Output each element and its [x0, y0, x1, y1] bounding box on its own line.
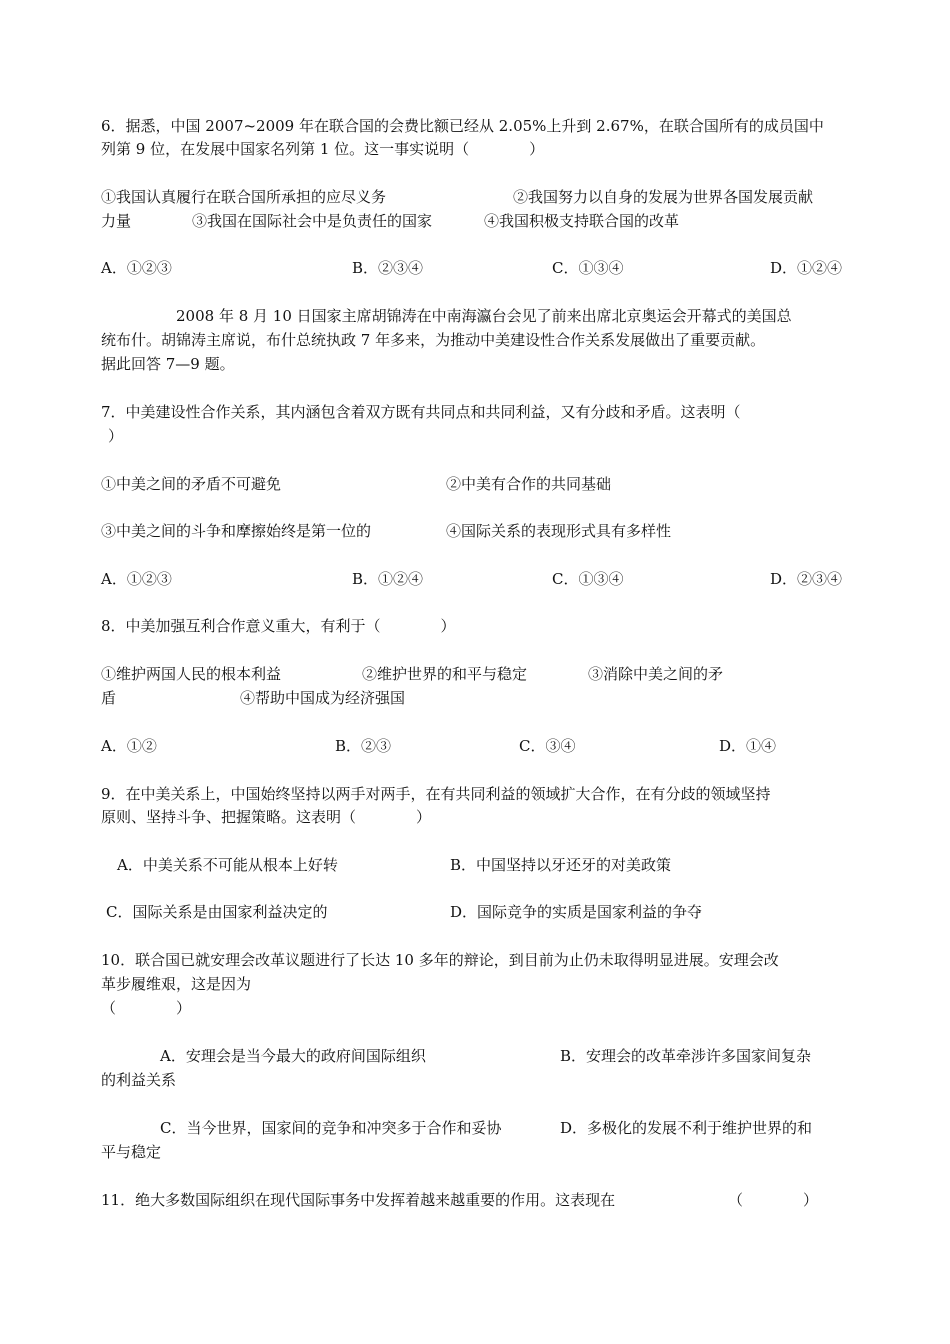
- q8-option-a: A．①②: [101, 737, 157, 755]
- q10-option-b: B．安理会的改革牵涉许多国家间复杂: [560, 1047, 812, 1065]
- q7-statement-1: ①中美之间的矛盾不可避免: [101, 475, 282, 493]
- q7-option-b: B．①②④: [352, 570, 424, 588]
- q6-option-a: A．①②③: [101, 259, 172, 277]
- q8-statement-1: ①维护两国人民的根本利益: [101, 665, 282, 683]
- q6-stem-line-1: 6．据悉，中国 2007~2009 年在联合国的会费比额已经从 2.05%上升到 2.67%，在联合国所有的成员国中: [101, 117, 824, 135]
- material-line-3: 据此回答 7—9 题。: [101, 355, 235, 373]
- q6-statement-2-cont: 力量: [101, 212, 132, 230]
- q7-option-a: A．①②③: [101, 570, 172, 588]
- q6-statement-4: ④我国积极支持联合国的改革: [484, 212, 680, 230]
- q9-stem-line-2: 原则、坚持斗争、把握策略。这表明（ ）: [101, 808, 432, 826]
- q8-statement-3: ③消除中美之间的矛: [588, 665, 724, 683]
- q7-statement-2: ②中美有合作的共同基础: [446, 475, 612, 493]
- q7-option-c: C．①③④: [552, 570, 624, 588]
- q7-option-d: D．②③④: [770, 570, 843, 588]
- q9-option-b: B．中国坚持以牙还牙的对美政策: [450, 856, 672, 874]
- q6-statement-2: ②我国努力以自身的发展为世界各国发展贡献: [513, 188, 814, 206]
- q10-stem-line-1: 10．联合国已就安理会改革议题进行了长达 10 多年的辩论，到目前为止仍未取得明显进展。安理会改: [101, 951, 779, 969]
- q10-option-d-cont: 平与稳定: [101, 1143, 162, 1161]
- q7-statement-4: ④国际关系的表现形式具有多样性: [446, 522, 672, 540]
- q10-option-c: C．当今世界，国家间的竞争和冲突多于合作和妥协: [160, 1119, 502, 1137]
- q10-stem-line-3: （ ）: [101, 999, 192, 1017]
- q6-option-b: B．②③④: [352, 259, 424, 277]
- q7-stem-line-2: ）: [108, 427, 124, 445]
- q8-option-b: B．②③: [335, 737, 392, 755]
- q8-statement-3-cont: 盾: [101, 689, 117, 707]
- q11-stem: 11．绝大多数国际组织在现代国际事务中发挥着越来越重要的作用。这表现在: [101, 1191, 616, 1209]
- material-line-2: 统布什。胡锦涛主席说，布什总统执政 7 年多来，为推动中美建设性合作关系发展做出了重要贡献。: [101, 331, 766, 349]
- q8-option-c: C．③④: [519, 737, 576, 755]
- q9-option-c: C．国际关系是由国家利益决定的: [106, 903, 328, 921]
- q6-option-c: C．①③④: [552, 259, 624, 277]
- q7-statement-3: ③中美之间的斗争和摩擦始终是第一位的: [101, 522, 372, 540]
- q6-stem-line-2: 列第 9 位，在发展中国家名列第 1 位。这一事实说明（ ）: [101, 140, 545, 158]
- q9-option-d: D．国际竞争的实质是国家利益的争夺: [450, 903, 703, 921]
- q10-option-b-cont: 的利益关系: [101, 1071, 177, 1089]
- q6-statement-3: ③我国在国际社会中是负责任的国家: [192, 212, 433, 230]
- q7-stem-line-1: 7．中美建设性合作关系，其内涵包含着双方既有共同点和共同利益，又有分歧和矛盾。这表明（: [101, 403, 741, 421]
- q6-statement-1: ①我国认真履行在联合国所承担的应尽义务: [101, 188, 387, 206]
- q8-statement-2: ②维护世界的和平与稳定: [362, 665, 528, 683]
- q8-option-d: D．①④: [719, 737, 777, 755]
- q8-stem: 8．中美加强互利合作意义重大，有利于（ ）: [101, 617, 456, 635]
- q10-stem-line-2: 革步履维艰，这是因为: [101, 975, 252, 993]
- q10-option-a: A．安理会是当今最大的政府间国际组织: [160, 1047, 426, 1065]
- q11-answer-bracket: （ ）: [728, 1191, 819, 1209]
- q6-option-d: D．①②④: [770, 259, 843, 277]
- q8-statement-4: ④帮助中国成为经济强国: [240, 689, 406, 707]
- q9-option-a: A．中美关系不可能从根本上好转: [117, 856, 338, 874]
- q10-option-d: D．多极化的发展不利于维护世界的和: [560, 1119, 813, 1137]
- q9-stem-line-1: 9．在中美关系上，中国始终坚持以两手对两手，在有共同利益的领域扩大合作，在有分歧的领域坚持: [101, 785, 771, 803]
- material-line-1: 2008 年 8 月 10 日国家主席胡锦涛在中南海瀛台会见了前来出席北京奥运会开幕式的美国总: [176, 307, 792, 325]
